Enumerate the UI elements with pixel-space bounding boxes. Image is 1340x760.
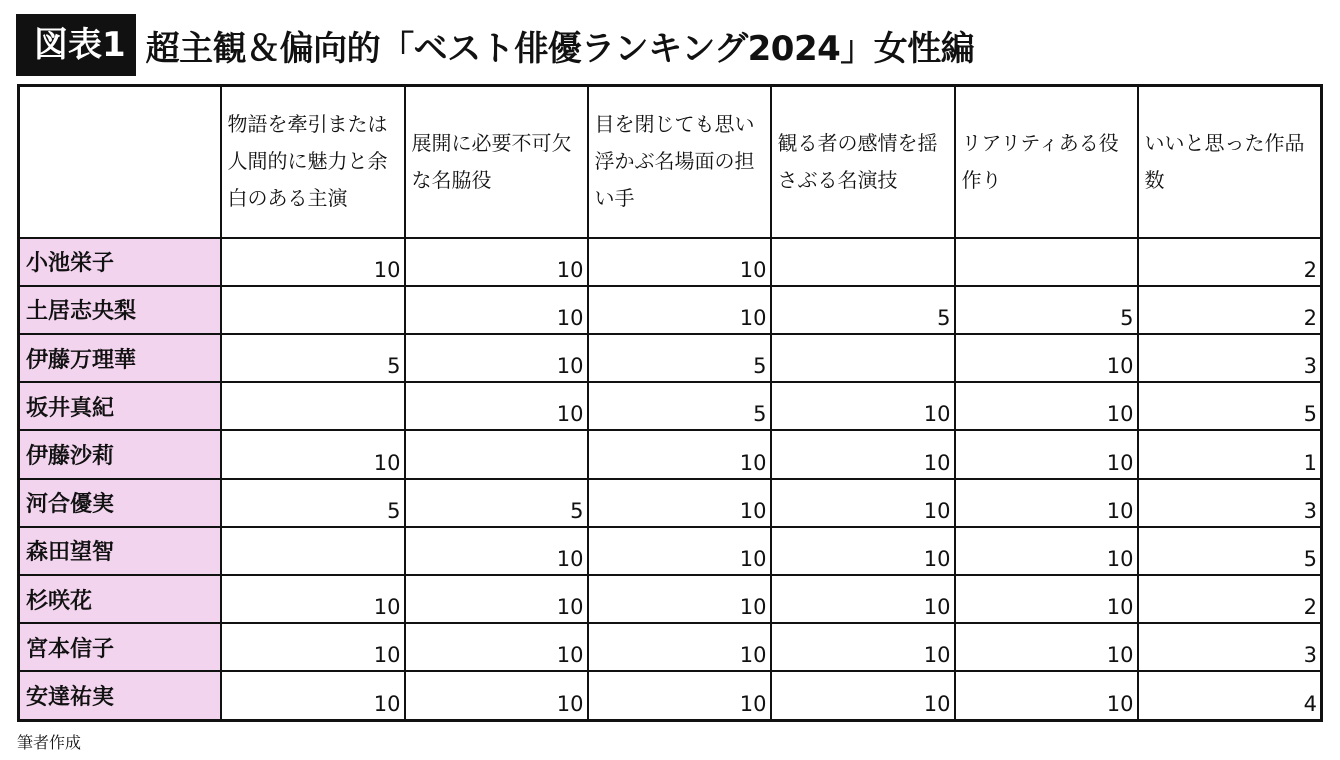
actor-name-cell: 杉咲花: [19, 575, 221, 623]
score-cell: 10: [771, 623, 955, 671]
actor-name-cell: 坂井真紀: [19, 382, 221, 430]
score-cell: 10: [771, 671, 955, 720]
score-cell: [771, 334, 955, 382]
score-cell: 10: [405, 334, 588, 382]
score-cell: [221, 382, 405, 430]
score-cell: 10: [588, 479, 771, 527]
title-row: [16, 14, 974, 76]
table-row: [19, 527, 1322, 575]
score-cell: 10: [588, 430, 771, 478]
score-cell: 2: [1138, 575, 1322, 623]
score-cell: 5: [771, 286, 955, 334]
column-header-memorable-scene: 目を閉じても思い浮かぶ名場面の担い手: [588, 86, 771, 238]
score-cell: 10: [588, 238, 771, 286]
score-cell: 10: [771, 479, 955, 527]
ranking-table: [17, 84, 1323, 722]
score-cell: 10: [955, 479, 1138, 527]
score-cell: 10: [405, 238, 588, 286]
score-cell: 5: [221, 334, 405, 382]
score-cell: 10: [221, 430, 405, 478]
score-cell: 2: [1138, 238, 1322, 286]
table-row: [19, 286, 1322, 334]
table-row: [19, 671, 1322, 720]
score-cell: 10: [955, 671, 1138, 720]
score-cell: 5: [1138, 527, 1322, 575]
score-cell: 10: [588, 671, 771, 720]
column-header-lead: 物語を牽引または人間的に魅力と余白のある主演: [221, 86, 405, 238]
column-header-works-count: いいと思った作品数: [1138, 86, 1322, 238]
score-cell: 3: [1138, 623, 1322, 671]
actor-name-cell: 河合優実: [19, 479, 221, 527]
score-cell: 10: [588, 286, 771, 334]
figure-label: 図表1: [16, 14, 136, 76]
table-row: [19, 479, 1322, 527]
actor-name-cell: 小池栄子: [19, 238, 221, 286]
table-row: [19, 334, 1322, 382]
score-cell: 10: [588, 575, 771, 623]
score-cell: 3: [1138, 479, 1322, 527]
column-header-emotional-acting: 観る者の感情を揺さぶる名演技: [771, 86, 955, 238]
score-cell: 10: [771, 527, 955, 575]
table-row: [19, 575, 1322, 623]
score-cell: 5: [955, 286, 1138, 334]
score-cell: 10: [405, 575, 588, 623]
score-cell: [221, 527, 405, 575]
header-blank-cell: [19, 86, 221, 238]
score-cell: 10: [955, 382, 1138, 430]
score-cell: 10: [955, 527, 1138, 575]
actor-name-cell: 伊藤沙莉: [19, 430, 221, 478]
score-cell: 10: [221, 671, 405, 720]
actor-name-cell: 伊藤万理華: [19, 334, 221, 382]
score-cell: [955, 238, 1138, 286]
score-cell: 5: [1138, 382, 1322, 430]
score-cell: 10: [588, 623, 771, 671]
score-cell: 10: [955, 430, 1138, 478]
table-row: [19, 382, 1322, 430]
actor-name-cell: 土居志央梨: [19, 286, 221, 334]
score-cell: 10: [405, 623, 588, 671]
source-note: 筆者作成: [17, 733, 82, 752]
table-row: [19, 238, 1322, 286]
column-header-supporting: 展開に必要不可欠な名脇役: [405, 86, 588, 238]
score-cell: 10: [771, 382, 955, 430]
table-row: [19, 623, 1322, 671]
score-cell: 10: [588, 527, 771, 575]
score-cell: 5: [588, 382, 771, 430]
table-body: [19, 238, 1322, 721]
score-cell: 10: [221, 575, 405, 623]
score-cell: 10: [405, 671, 588, 720]
table-row: [19, 430, 1322, 478]
score-cell: 10: [405, 527, 588, 575]
score-cell: 5: [221, 479, 405, 527]
score-cell: 1: [1138, 430, 1322, 478]
score-cell: [405, 430, 588, 478]
score-cell: 10: [221, 238, 405, 286]
score-cell: 5: [588, 334, 771, 382]
score-cell: 10: [955, 575, 1138, 623]
table-header-row: [19, 86, 1322, 238]
column-header-realistic-role: リアリティある役作り: [955, 86, 1138, 238]
score-cell: 10: [405, 382, 588, 430]
score-cell: 10: [771, 575, 955, 623]
score-cell: 5: [405, 479, 588, 527]
score-cell: 10: [955, 623, 1138, 671]
score-cell: 10: [955, 334, 1138, 382]
score-cell: [221, 286, 405, 334]
score-cell: [771, 238, 955, 286]
actor-name-cell: 宮本信子: [19, 623, 221, 671]
actor-name-cell: 安達祐実: [19, 671, 221, 720]
score-cell: 10: [771, 430, 955, 478]
score-cell: 4: [1138, 671, 1322, 720]
score-cell: 2: [1138, 286, 1322, 334]
score-cell: 10: [221, 623, 405, 671]
score-cell: 10: [405, 286, 588, 334]
figure-title: 超主観＆偏向的「ベスト俳優ランキング2024」女性編: [145, 28, 975, 69]
score-cell: 3: [1138, 334, 1322, 382]
actor-name-cell: 森田望智: [19, 527, 221, 575]
